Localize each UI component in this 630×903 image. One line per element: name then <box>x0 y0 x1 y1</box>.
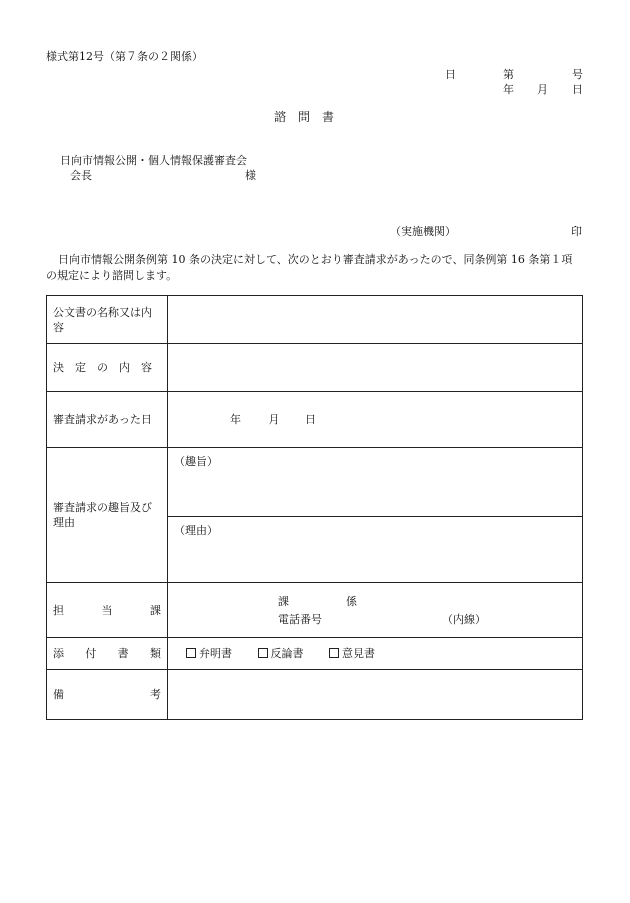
document-title: 諮 問 書 <box>274 110 335 124</box>
row-decision <box>47 344 583 392</box>
body-text: 日向市情報公開条例第 10 条の決定に対して、次のとおり審査請求があったので、同条例第 16 条第１項の規定により諮問します。 <box>46 253 573 282</box>
label-request-date: 審査請求があった日 <box>47 392 168 448</box>
row-request-date <box>47 392 583 448</box>
date-day: 日 <box>572 83 583 96</box>
inquiry-table <box>46 295 583 720</box>
label-decision: 決 定 の 内 容 <box>47 344 168 392</box>
field-remarks[interactable] <box>168 670 583 720</box>
seal-mark: 印 <box>571 225 582 238</box>
label-attachments: 添 付 書 類 <box>47 638 168 670</box>
issue-go-label: 号 <box>572 68 583 81</box>
form-number: 様式第12号（第７条の２関係） <box>46 50 203 63</box>
field-section[interactable]: 課 係 電話番号 （内線） <box>168 583 583 638</box>
addressee-org: 日向市情報公開・個人情報保護審査会 <box>60 154 247 167</box>
checkbox-hanronsho[interactable]: 反論書 <box>258 647 304 660</box>
date-month: 月 <box>537 83 548 96</box>
row-section <box>47 583 583 638</box>
checkbox-ikensho[interactable]: 意見書 <box>329 647 375 660</box>
label-section: 担 当 課 <box>47 583 168 638</box>
row-document-name <box>47 296 583 344</box>
addressee-honorific: 様 <box>245 169 256 182</box>
field-purpose-reason <box>168 448 583 583</box>
field-attachments <box>168 638 583 670</box>
row-remarks <box>47 670 583 720</box>
purpose-field[interactable]: （趣旨） <box>174 455 218 468</box>
reason-field[interactable]: （理由） <box>168 516 582 582</box>
label-remarks: 備 考 <box>47 670 168 720</box>
sender-agency: （実施機関） <box>390 225 456 238</box>
issue-day-label: 日 <box>445 68 456 81</box>
date-year: 年 <box>503 83 514 96</box>
row-purpose-reason <box>47 448 583 583</box>
issue-number-label: 第 <box>503 68 514 81</box>
field-document-name[interactable] <box>168 296 583 344</box>
field-decision[interactable] <box>168 344 583 392</box>
checkbox-bemeisho[interactable]: 弁明書 <box>186 647 232 660</box>
addressee-role: 会長 <box>70 169 92 182</box>
label-document-name: 公文書の名称又は内容 <box>47 296 168 344</box>
field-request-date[interactable]: 年 月 日 <box>168 392 583 448</box>
label-purpose-reason: 審査請求の趣旨及び理由 <box>47 448 168 583</box>
row-attachments <box>47 638 583 670</box>
